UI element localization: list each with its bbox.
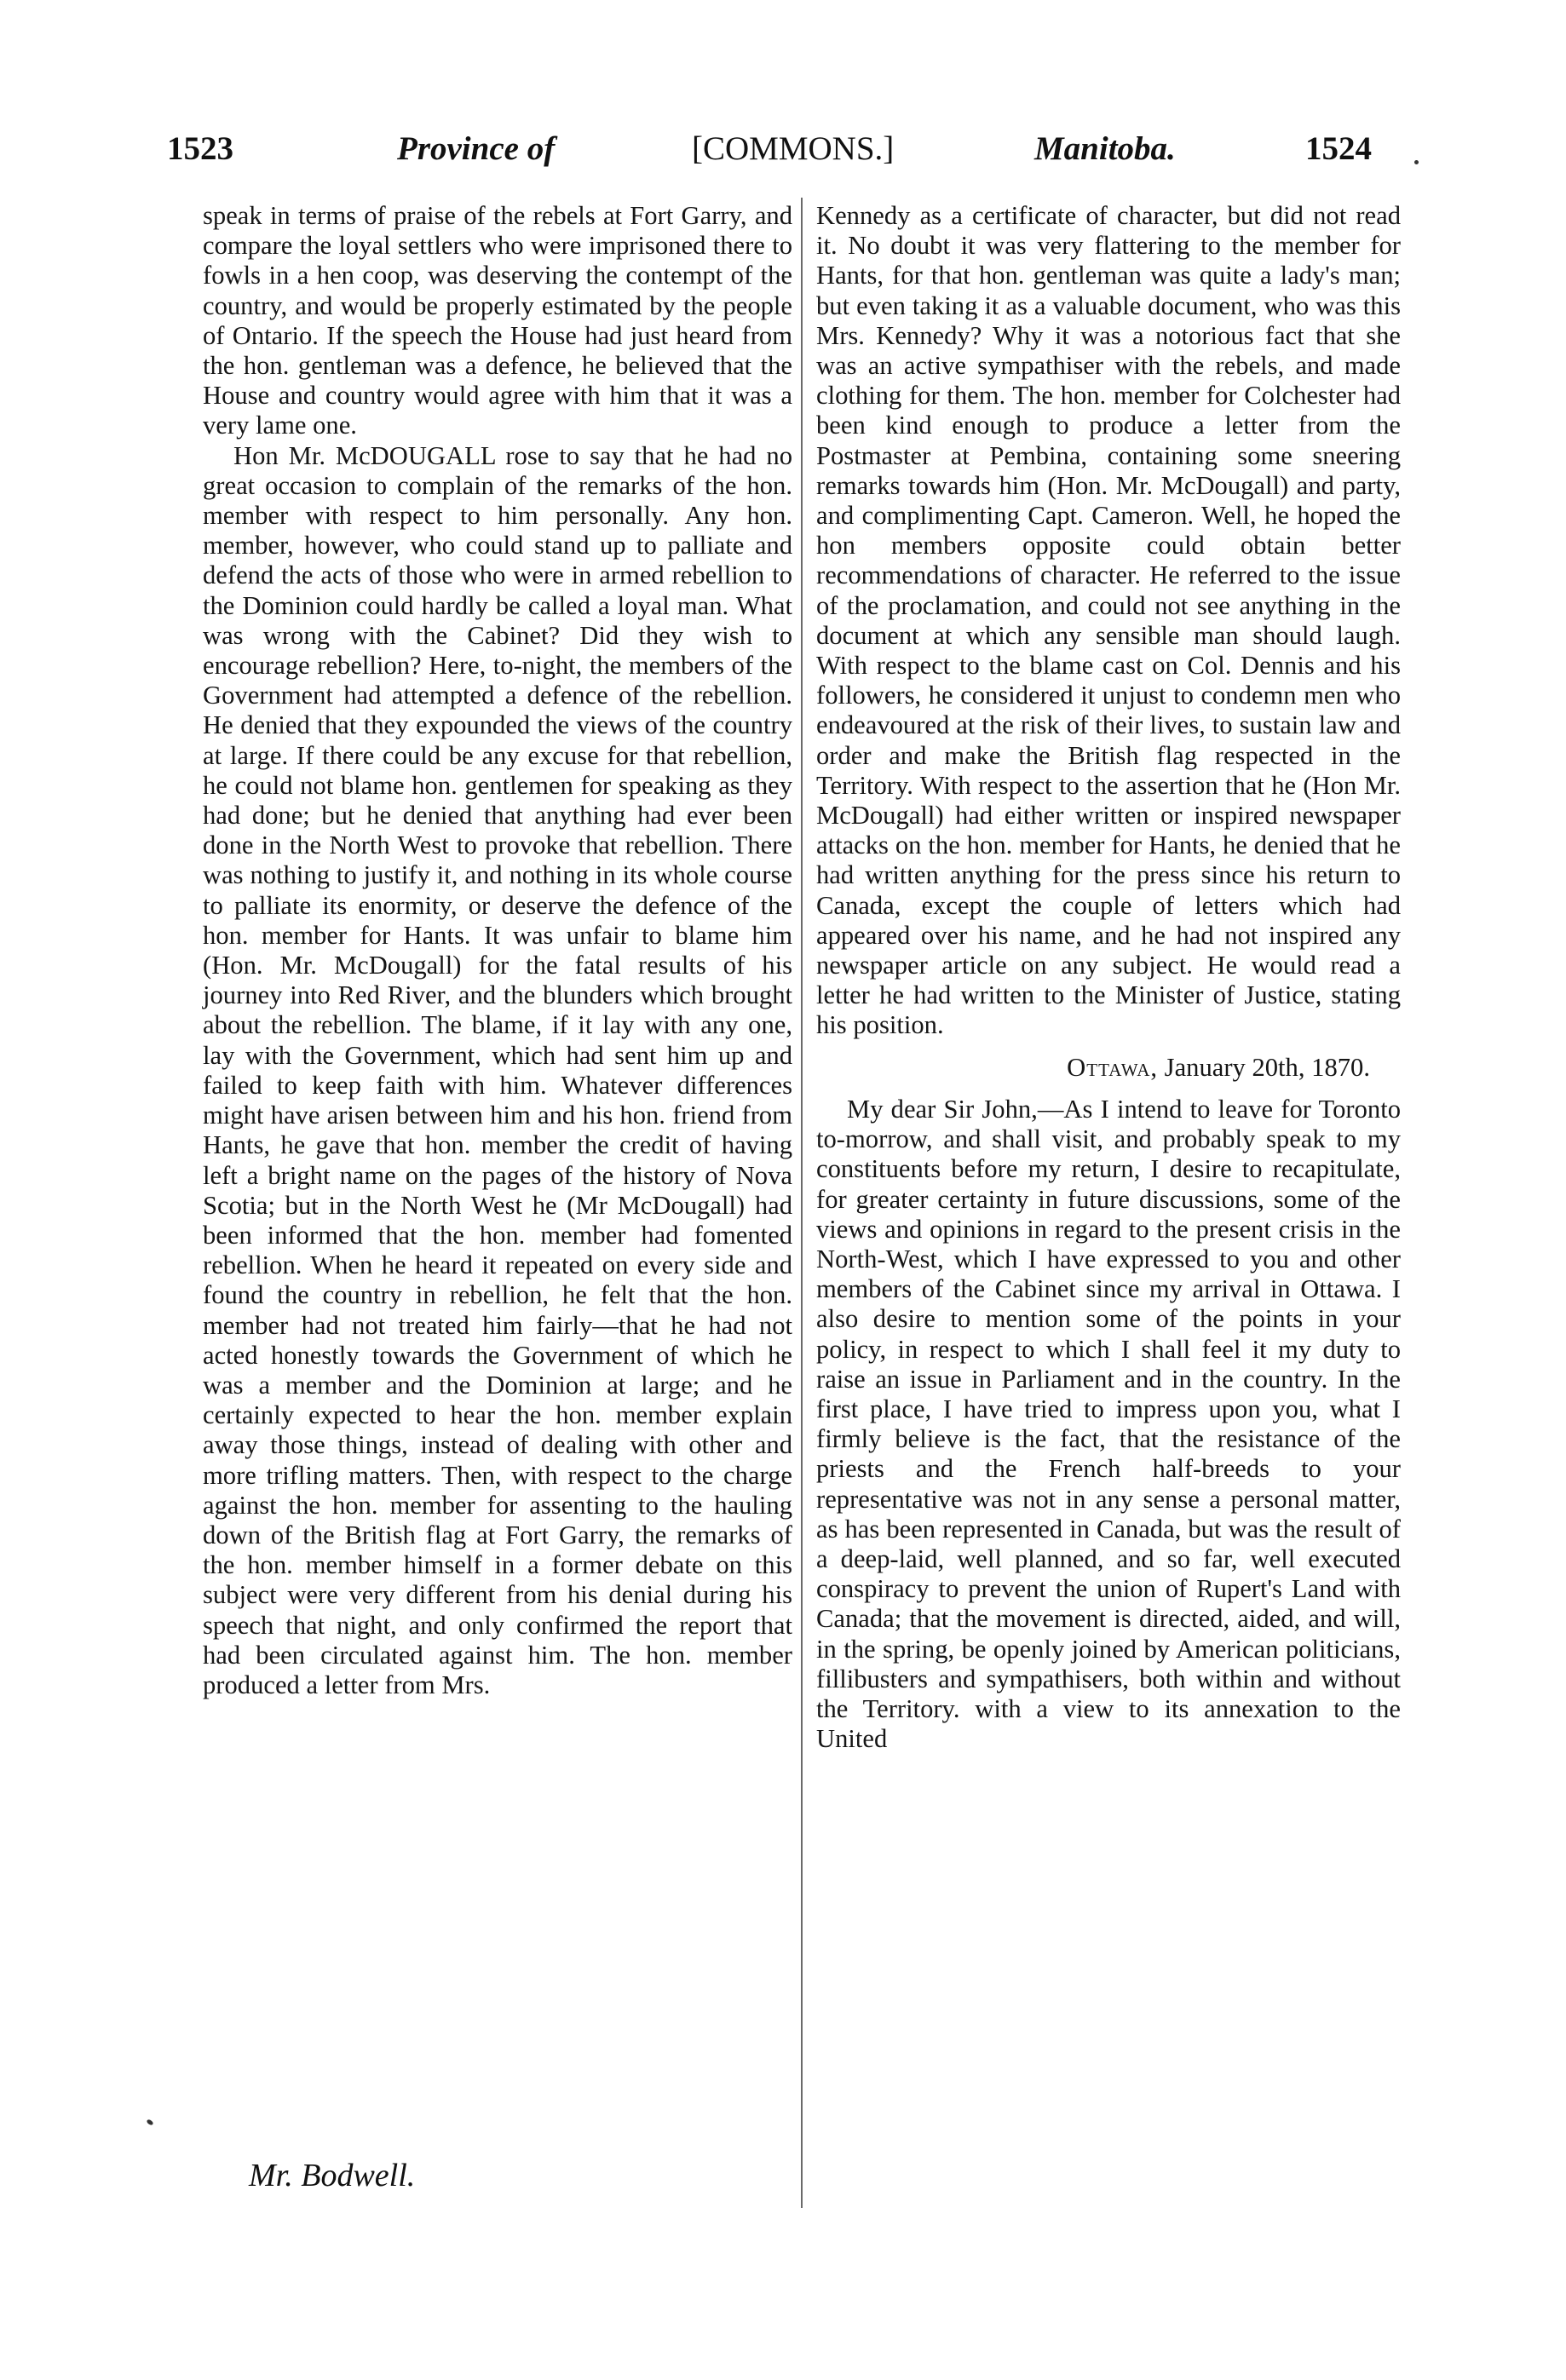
dateline-city: Ottawa, xyxy=(1067,1052,1159,1082)
left-column xyxy=(203,201,792,1700)
paragraph-letter: My dear Sir John,—As I intend to leave for Toronto to-morrow, and shall visit, and probably speak to my constituents before my return, I desire to recapitulate, for greater certainty in future discussions, some of the views and opinions in regard to the present crisis in the North-West, which I have expressed to you and other members of the Cabinet since my arrival in Ottawa. I also desire to mention some of the points in your policy, in respect to which I shall feel it my duty to raise an issue in Parliament and in the country. In the first place, I have tried to impress upon you, what I firmly believe is the fact, that the resistance of the priests and the French half-breeds to your representative was not in any sense a personal matter, as has been represented in Canada, but was the result of a deep-laid, well planned, and so far, well executed conspiracy to prevent the union of Rupert's Land with Canada; that the movement is directed, aided, and will, in the spring, be openly joined by American politicians, fillibusters and sympathisers, both within and without the Territory. with a view to its annexation to the United xyxy=(816,1094,1401,1754)
paragraph-continued: speak in terms of praise of the rebels at Fort Garry, and compare the loyal settlers who were imprisoned there to fowls in a hen coop, was deserving the contempt of the country, and would be properly estimated by the people of Ontario. If the speech the House had just heard from the hon. gentleman was a defence, he believed that the House and country would agree with him that it was a very lame one. xyxy=(203,201,792,440)
left-page-number: 1523 xyxy=(167,130,233,167)
column-divider xyxy=(801,198,803,2208)
running-head-manitoba: Manitoba. xyxy=(1034,130,1176,167)
right-column xyxy=(816,201,1401,1754)
margin-mark xyxy=(146,2118,153,2126)
letter-dateline xyxy=(816,1053,1401,1083)
ink-speck xyxy=(1414,160,1419,164)
running-head-province: Province of xyxy=(397,130,556,167)
dateline-date: January 20th, 1870. xyxy=(1164,1052,1370,1082)
speaker-footer: Mr. Bodwell. xyxy=(249,2158,416,2193)
paragraph-mcdougall-speech: Hon Mr. McDOUGALL rose to say that he had no great occasion to complain of the remarks of the hon. member with respect to him personally. Any hon. member, however, who could stand up to palliate and defend the acts of those who were in armed rebellion to the Dominion could hardly be called a loyal man. What was wrong with the Cabinet? Did they wish to encourage rebellion? Here, to-night, the members of the Government had attempted a defence of the rebellion. He denied that they expounded the views of the country at large. If there could be any excuse for that rebellion, he could not blame hon. gentlemen for speaking as they had done; but he denied that anything had ever been done in the North West to provoke that rebellion. There was nothing to justify it, and nothing in its whole course to palliate its enormity, or deserve the defence of the hon. member for Hants. It was unfair to blame him (Hon. Mr. McDougall) for the fatal results of his journey into Red River, and the blunders which brought about the rebellion. The blame, if it lay with any one, lay with the Government, which had sent him up and failed to keep faith with him. Whatever differences might have arisen between him and his hon. friend from Hants, he gave that hon. member the credit of having left a bright name on the pages of the history of Nova Scotia; but in the North West he (Mr McDougall) had been informed that the hon. member had fomented rebellion. When he heard it repeated on every side and found the country in rebellion, he felt that the hon. member had not treated him fairly—that he had not acted honestly towards the Government of which he was a member and the Dominion at large; and he certainly expected to hear the hon. member explain away those things, instead of dealing with other and more trifling matters. Then, with respect to the charge against the hon. member for assenting to the hauling down of the British flag at Fort Garry, the remarks of the hon. member himself in a former debate on this subject were very different from his denial during his speech that night, and only confirmed the report that had been circulated against him. The hon. member produced a letter from Mrs. xyxy=(203,440,792,1699)
running-head-commons: [COMMONS.] xyxy=(692,130,895,167)
paragraph-continued-right: Kennedy as a certificate of character, but did not read it. No doubt it was very flattering to the member for Hants, for that hon. gentleman was quite a lady's man; but even taking it as a valuable document, who was this Mrs. Kennedy? Why it was a notorious fact that she was an active sympathiser with the rebels, and made clothing for them. The hon. member for Colchester had been kind enough to produce a letter from the Postmaster at Pembina, containing some sneering remarks towards him (Hon. Mr. McDougall) and party, and complimenting Capt. Cameron. Well, he hoped the hon members opposite could obtain better recommendations of character. He referred to the issue of the proclamation, and could not see anything in the document at which any sensible man should laugh. With respect to the blame cast on Col. Dennis and his followers, he considered it unjust to condemn men who endeavoured at the risk of their lives, to sustain law and order and make the British flag respected in the Territory. With respect to the assertion that he (Hon Mr. McDougall) had either written or inspired newspaper attacks on the hon. member for Hants, he denied that he had written anything for the press since his return to Canada, except the couple of letters which had appeared over his name, and he had not inspired any newspaper article on any subject. He would read a letter he had written to the Minister of Justice, stating his position. xyxy=(816,201,1401,1040)
right-page-number: 1524 xyxy=(1305,130,1372,167)
